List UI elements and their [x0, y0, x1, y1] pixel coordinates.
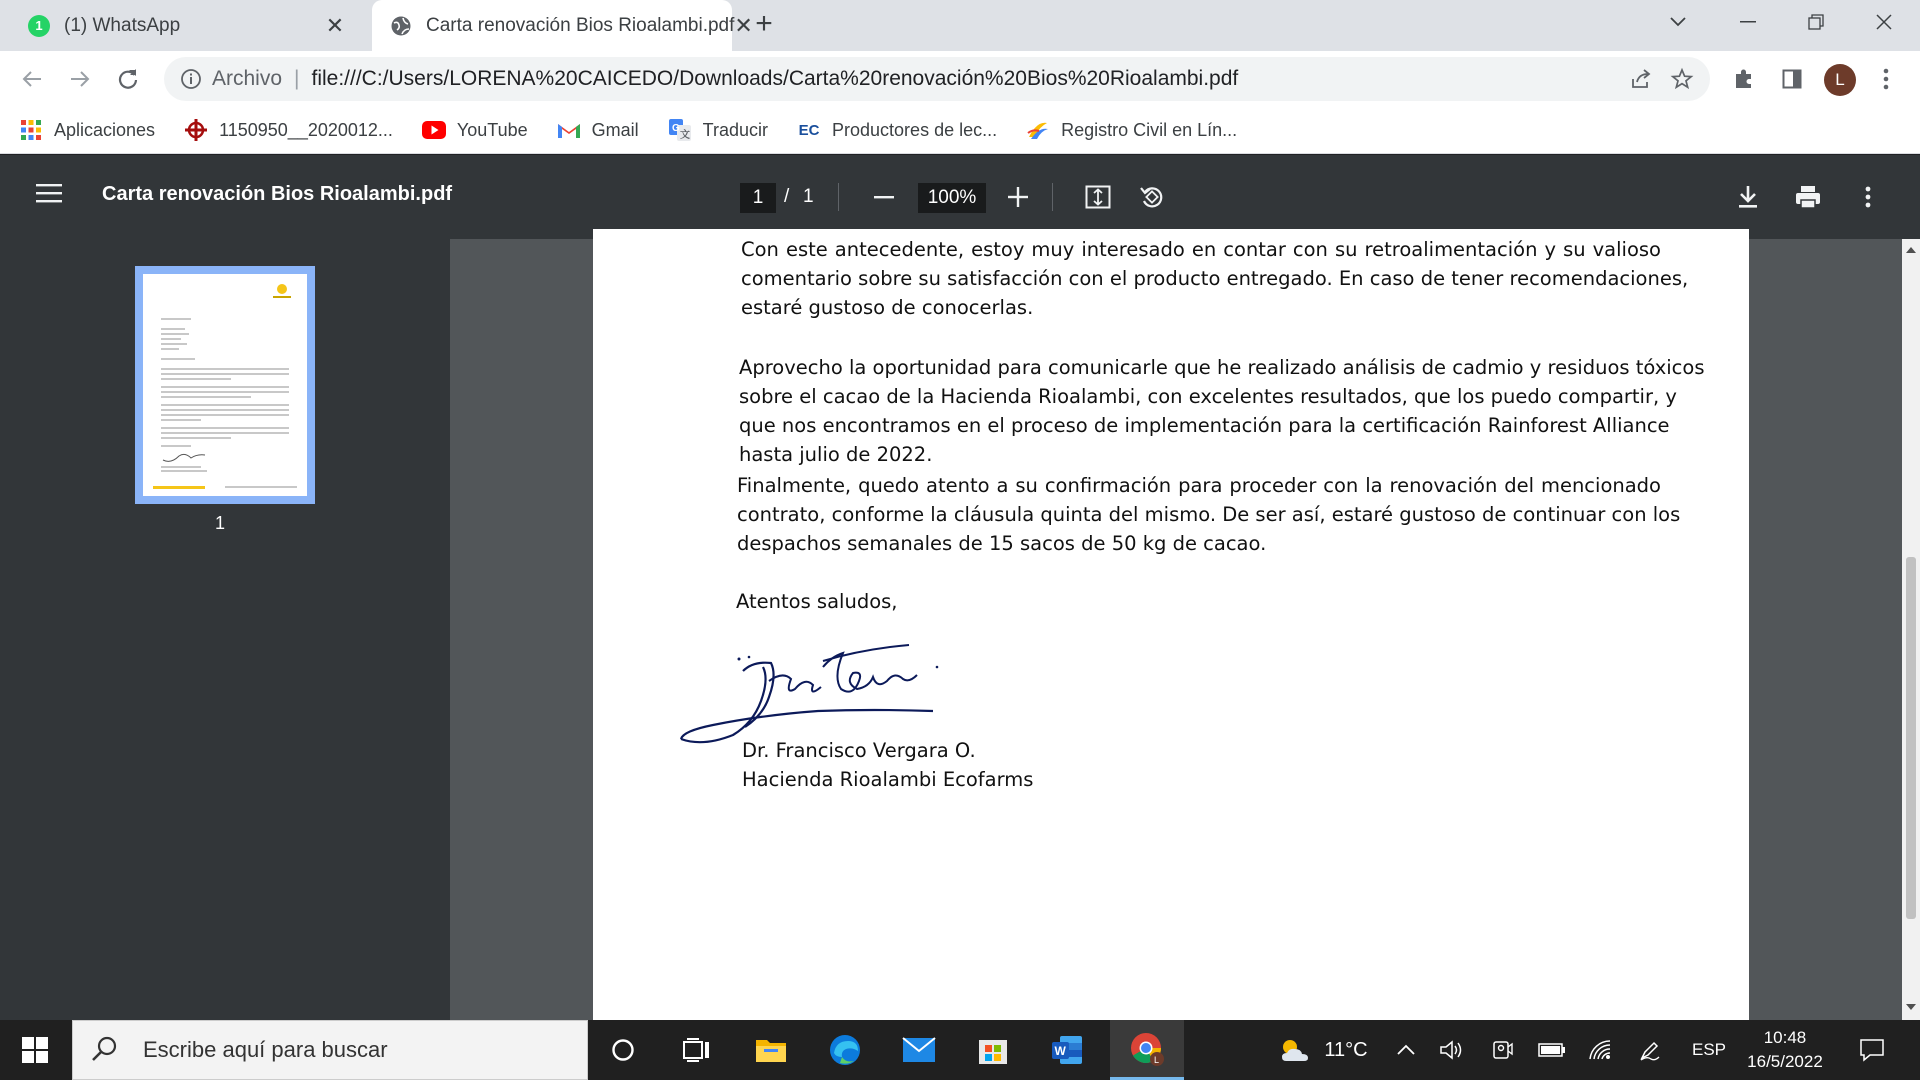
- letter-paragraph-feedback: [741, 235, 1689, 322]
- side-panel-icon[interactable]: [1776, 63, 1808, 95]
- bookmarks-bar: [0, 107, 1920, 154]
- input-language[interactable]: ESP: [1691, 1040, 1727, 1059]
- toolbar-divider: [838, 183, 839, 211]
- svg-text:L: L: [1154, 1054, 1160, 1065]
- url-text[interactable]: file:///C:/Users/LORENA%20CAICEDO/Downloads/Carta%20renovación%20Bios%20Rioalambi.pdf: [311, 67, 1239, 90]
- bookmark-label: Productores de lec...: [832, 119, 998, 140]
- mail-icon[interactable]: [882, 1020, 956, 1080]
- tab-whatsapp[interactable]: [10, 0, 365, 51]
- page-separator: /: [784, 186, 790, 207]
- microsoft-store-icon[interactable]: [956, 1020, 1030, 1080]
- pdf-title: Carta renovación Bios Rioalambi.pdf: [102, 183, 453, 205]
- chrome-menu-icon[interactable]: [1870, 63, 1902, 95]
- text-line: contrato, conforme la cláusula quinta del mismo. De ser así, estaré gustoso de continuar con los: [737, 503, 1681, 526]
- close-tab-icon[interactable]: ✕: [734, 12, 753, 38]
- zoom-level-input[interactable]: 100%: [918, 183, 986, 213]
- text-line: estaré gustoso de conocerlas.: [741, 296, 1034, 319]
- scheme-separator: |: [294, 67, 300, 90]
- letter-paragraph-analysis: [739, 353, 1705, 469]
- bookmark-youtube[interactable]: [423, 119, 528, 141]
- partly-cloudy-icon: [1278, 1037, 1312, 1063]
- signer-organization: Hacienda Rioalambi Ecofarms: [742, 768, 1034, 791]
- text-line: comentario sobre su satisfacción con el producto entregado. En caso de tener recomendaciones,: [741, 267, 1689, 290]
- minimize-button[interactable]: [1720, 0, 1776, 44]
- fit-to-page-icon[interactable]: [1082, 181, 1114, 213]
- search-icon: [91, 1035, 121, 1065]
- bookmark-label: 1150950__2020012...: [219, 119, 393, 140]
- zoom-in-button[interactable]: [1002, 181, 1034, 213]
- vertical-scrollbar[interactable]: [1902, 239, 1920, 1020]
- bookmark-1150950[interactable]: [185, 119, 393, 141]
- letter-paragraph-renewal: [737, 471, 1681, 558]
- page-thumbnail[interactable]: [135, 266, 315, 504]
- globe-icon: [390, 15, 412, 37]
- notifications-icon[interactable]: [1852, 1020, 1892, 1080]
- file-explorer-icon[interactable]: [734, 1020, 808, 1080]
- system-clock[interactable]: [1740, 1026, 1830, 1074]
- scheme-label: Archivo: [212, 67, 283, 90]
- page-total: 1: [803, 186, 814, 207]
- apps-grid-icon: [20, 119, 42, 141]
- pdf-sidebar-menu-icon[interactable]: [36, 183, 64, 211]
- pdf-page: [593, 229, 1749, 1029]
- close-tab-icon[interactable]: ✕: [325, 12, 345, 38]
- weather-widget[interactable]: [1268, 1020, 1378, 1080]
- bookmark-registro-civil[interactable]: [1027, 119, 1237, 141]
- start-windows-icon[interactable]: [10, 1030, 60, 1070]
- zoom-out-button[interactable]: [868, 181, 900, 213]
- scrollbar-thumb[interactable]: [1906, 557, 1916, 919]
- text-line: hasta julio de 2022.: [739, 443, 933, 466]
- word-icon[interactable]: [1030, 1020, 1104, 1080]
- registro-civil-icon: [1027, 119, 1049, 141]
- bookmark-label: Registro Civil en Lín...: [1061, 119, 1238, 140]
- pdf-more-options-icon[interactable]: [1852, 181, 1884, 213]
- extensions-puzzle-icon[interactable]: [1728, 63, 1760, 95]
- letter-closing: Atentos saludos,: [736, 590, 898, 613]
- meet-now-camera-icon[interactable]: [1486, 1020, 1518, 1080]
- text-line: Aprovecho la oportunidad para comunicarle que he realizado análisis de cadmio y residuos tóxicos: [739, 356, 1705, 379]
- task-view-icon[interactable]: [660, 1020, 734, 1080]
- toolbar-divider: [1052, 183, 1053, 211]
- new-tab-button[interactable]: +: [755, 7, 773, 40]
- cortana-circle-icon[interactable]: [586, 1020, 660, 1080]
- gmail-icon: [558, 119, 580, 141]
- bookmark-gmail[interactable]: [558, 119, 639, 141]
- translate-icon: [669, 119, 691, 141]
- text-line: despachos semanales de 15 sacos de 50 kg de cacao.: [737, 532, 1267, 555]
- back-button[interactable]: [14, 61, 50, 97]
- close-window-button[interactable]: [1856, 0, 1912, 44]
- battery-icon[interactable]: [1534, 1020, 1570, 1080]
- tab-title: Carta renovación Bios Rioalambi.pdf: [426, 14, 735, 36]
- tab-title: (1) WhatsApp: [64, 14, 181, 36]
- svg-text:W: W: [1054, 1044, 1066, 1058]
- pdf-viewport[interactable]: [450, 239, 1902, 1020]
- svg-text:G: G: [671, 123, 680, 134]
- text-line: Finalmente, quedo atento a su confirmación para proceder con la renovación del mencionado: [737, 474, 1661, 497]
- text-line: que nos encontramos en el proceso de implementación para la certificación Rainforest Alliance: [739, 414, 1670, 437]
- restore-button[interactable]: [1788, 0, 1844, 44]
- scroll-up-arrow-icon[interactable]: [1906, 247, 1916, 253]
- svg-text:文: 文: [679, 130, 690, 141]
- thumbnail-page-preview: [143, 274, 307, 496]
- red-cross-icon: [185, 119, 207, 141]
- ec-icon: EC: [798, 121, 820, 139]
- whatsapp-icon: 1: [28, 15, 50, 37]
- rotate-icon[interactable]: [1136, 181, 1168, 213]
- volume-icon[interactable]: [1436, 1020, 1468, 1080]
- bookmark-traducir[interactable]: [669, 119, 768, 141]
- windows-taskbar: [0, 1020, 1920, 1080]
- browser-toolbar: [0, 51, 1920, 107]
- bookmark-productores[interactable]: [798, 119, 997, 141]
- bookmark-star-icon[interactable]: [1662, 68, 1702, 90]
- show-hidden-icons-chevron-icon[interactable]: [1390, 1020, 1422, 1080]
- pdf-thumbnail-sidebar: [0, 239, 450, 1020]
- bookmark-aplicaciones[interactable]: [20, 119, 155, 141]
- text-line: Con este antecedente, estoy muy interesado en contar con su retroalimentación y su valioso: [741, 238, 1661, 261]
- share-icon[interactable]: [1622, 69, 1662, 89]
- bookmark-label: Aplicaciones: [54, 119, 156, 140]
- pdf-toolbar: [0, 155, 1920, 239]
- edge-browser-icon[interactable]: [808, 1020, 882, 1080]
- reload-button[interactable]: [110, 61, 146, 97]
- clock-date: 16/5/2022: [1747, 1052, 1823, 1071]
- handwritten-signature: [673, 631, 973, 747]
- tab-strip: [0, 0, 1920, 51]
- bookmark-label: Gmail: [591, 119, 639, 140]
- rioalambi-logo-icon: [271, 282, 293, 300]
- tab-search-chevron-icon[interactable]: [1650, 0, 1706, 44]
- tab-pdf[interactable]: [372, 0, 753, 51]
- weather-temperature: 11°C: [1324, 1038, 1368, 1061]
- text-line: sobre el cacao de la Hacienda Rioalambi, con excelentes resultados, que los puedo compartir, y: [739, 385, 1677, 408]
- signer-name: Dr. Francisco Vergara O.: [742, 739, 976, 762]
- youtube-icon: [423, 119, 445, 141]
- site-info-icon[interactable]: [180, 68, 202, 90]
- search-placeholder: Escribe aquí para buscar: [143, 1037, 388, 1062]
- profile-avatar[interactable]: L: [1824, 64, 1856, 96]
- thumbnail-signature-icon: [161, 450, 207, 464]
- pen-ink-icon[interactable]: [1634, 1020, 1666, 1080]
- forward-button[interactable]: [62, 61, 98, 97]
- print-icon[interactable]: [1792, 181, 1824, 213]
- address-bar[interactable]: [164, 57, 1710, 101]
- clock-time: 10:48: [1763, 1028, 1807, 1047]
- page-number-input[interactable]: 1: [740, 183, 776, 213]
- thumbnail-page-number: 1: [215, 513, 226, 533]
- wifi-icon[interactable]: [1584, 1020, 1616, 1080]
- chrome-icon[interactable]: [1110, 1020, 1184, 1080]
- taskbar-search-box[interactable]: [72, 1020, 588, 1080]
- bookmark-label: Traducir: [702, 119, 769, 140]
- download-icon[interactable]: [1732, 181, 1764, 213]
- scroll-down-arrow-icon[interactable]: [1906, 1004, 1916, 1010]
- bookmark-label: YouTube: [456, 119, 528, 140]
